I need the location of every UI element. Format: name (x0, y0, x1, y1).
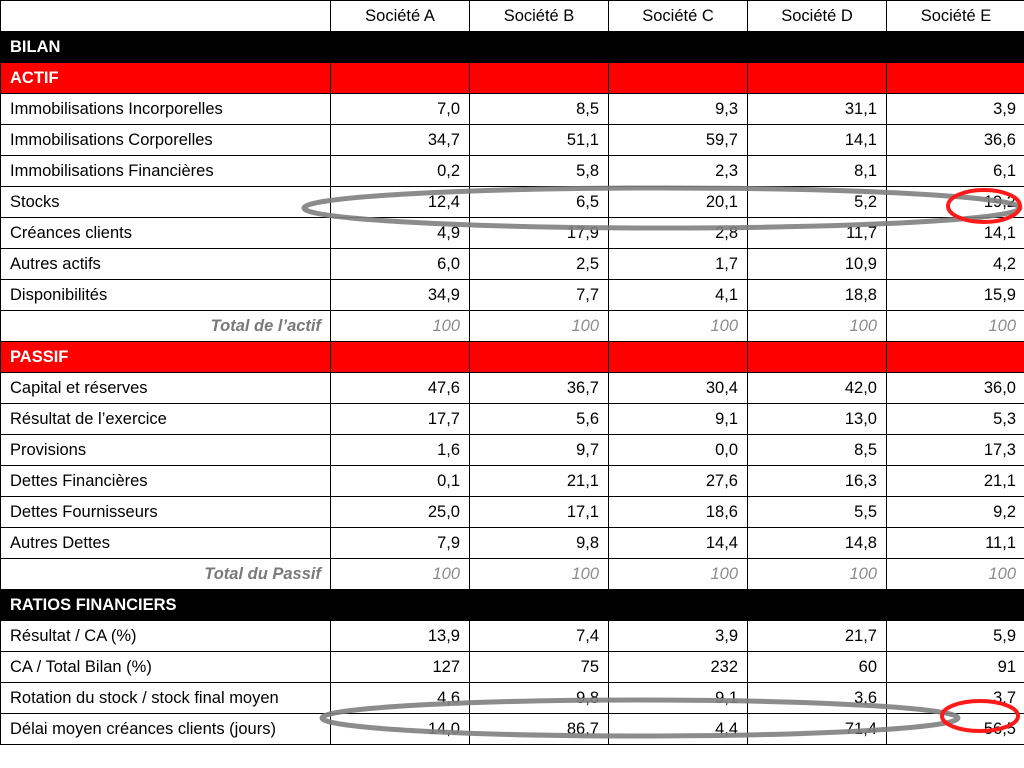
value-cell: 18,6 (609, 497, 748, 528)
total-value: 100 (609, 559, 748, 590)
value-cell: 14,8 (748, 528, 887, 559)
value-cell: 21,1 (470, 466, 609, 497)
value-cell: 17,1 (470, 497, 609, 528)
section-row-passif (1, 342, 1024, 373)
value-cell: 8,5 (470, 94, 609, 125)
value-cell: 9,2 (887, 497, 1024, 528)
table-row (1, 683, 1024, 714)
value-cell: 5,6 (470, 404, 609, 435)
value-cell: 13,0 (748, 404, 887, 435)
value-cell: 60 (748, 652, 887, 683)
row-label: Résultat de l’exercice (1, 404, 331, 435)
value-cell: 232 (609, 652, 748, 683)
section-label: ACTIF (1, 63, 331, 94)
value-cell: 0,1 (331, 466, 470, 497)
value-cell: 2,8 (609, 218, 748, 249)
value-cell: 3,9 (887, 94, 1024, 125)
value-cell: 7,7 (470, 280, 609, 311)
table-row (1, 187, 1024, 218)
section-fill-cell (748, 63, 887, 94)
section-fill-cell (887, 63, 1024, 94)
table-row (1, 497, 1024, 528)
value-cell: 75 (470, 652, 609, 683)
row-label: CA / Total Bilan (%) (1, 652, 331, 683)
value-cell: 7,9 (331, 528, 470, 559)
row-label: Créances clients (1, 218, 331, 249)
section-fill-cell (470, 342, 609, 373)
section-fill-cell (470, 63, 609, 94)
value-cell: 91 (887, 652, 1024, 683)
section-fill-cell (331, 63, 470, 94)
total-row (1, 559, 1024, 590)
value-cell: 8,1 (748, 156, 887, 187)
section-fill-cell (748, 32, 887, 63)
value-cell: 9,1 (609, 404, 748, 435)
value-cell: 14,4 (609, 528, 748, 559)
row-label: Provisions (1, 435, 331, 466)
value-cell: 71,4 (748, 714, 887, 745)
value-cell: 2,3 (609, 156, 748, 187)
total-value: 100 (470, 559, 609, 590)
value-cell: 9,1 (609, 683, 748, 714)
table-row (1, 466, 1024, 497)
total-value: 100 (748, 311, 887, 342)
section-fill-cell (609, 63, 748, 94)
value-cell: 14,0 (331, 714, 470, 745)
table-row (1, 435, 1024, 466)
value-cell: 7,4 (470, 621, 609, 652)
section-fill-cell (609, 32, 748, 63)
total-label: Total du Passif (1, 559, 331, 590)
value-cell: 5,5 (748, 497, 887, 528)
value-cell: 51,1 (470, 125, 609, 156)
value-cell: 8,5 (748, 435, 887, 466)
value-cell: 4,1 (609, 280, 748, 311)
value-cell: 3,6 (748, 683, 887, 714)
value-cell: 4,4 (609, 714, 748, 745)
total-value: 100 (887, 311, 1024, 342)
value-cell: 16,3 (748, 466, 887, 497)
row-label: Disponibilités (1, 280, 331, 311)
table-row (1, 621, 1024, 652)
company-header: Société B (470, 1, 609, 32)
value-cell: 13,9 (331, 621, 470, 652)
value-cell: 5,9 (887, 621, 1024, 652)
value-cell: 5,2 (748, 187, 887, 218)
row-label: Capital et réserves (1, 373, 331, 404)
table-row (1, 714, 1024, 745)
value-cell: 6,5 (470, 187, 609, 218)
value-cell: 3,7 (887, 683, 1024, 714)
value-cell: 21,7 (748, 621, 887, 652)
value-cell: 20,1 (609, 187, 748, 218)
value-cell: 6,0 (331, 249, 470, 280)
value-cell: 9,3 (609, 94, 748, 125)
value-cell: 9,8 (470, 528, 609, 559)
total-value: 100 (887, 559, 1024, 590)
value-cell: 34,7 (331, 125, 470, 156)
section-row-actif (1, 63, 1024, 94)
value-cell: 36,7 (470, 373, 609, 404)
value-cell: 1,7 (609, 249, 748, 280)
section-fill-cell (887, 342, 1024, 373)
total-value: 100 (609, 311, 748, 342)
row-label: Délai moyen créances clients (jours) (1, 714, 331, 745)
section-label: RATIOS FINANCIERS (1, 590, 331, 621)
row-label: Autres Dettes (1, 528, 331, 559)
value-cell: 9,8 (470, 683, 609, 714)
section-label: BILAN (1, 32, 331, 63)
value-cell: 18,8 (748, 280, 887, 311)
section-fill-cell (609, 590, 748, 621)
value-cell: 6,1 (887, 156, 1024, 187)
table-row (1, 218, 1024, 249)
value-cell: 14,1 (887, 218, 1024, 249)
value-cell: 11,1 (887, 528, 1024, 559)
value-cell: 59,7 (609, 125, 748, 156)
value-cell: 21,1 (887, 466, 1024, 497)
section-fill-cell (887, 32, 1024, 63)
section-fill-cell (331, 342, 470, 373)
value-cell: 36,0 (887, 373, 1024, 404)
row-label: Immobilisations Financières (1, 156, 331, 187)
total-label: Total de l’actif (1, 311, 331, 342)
table-row (1, 249, 1024, 280)
value-cell: 36,6 (887, 125, 1024, 156)
row-label: Rotation du stock / stock final moyen (1, 683, 331, 714)
value-cell: 27,6 (609, 466, 748, 497)
value-cell: 14,1 (748, 125, 887, 156)
corner-cell (1, 1, 331, 32)
table-row (1, 125, 1024, 156)
value-cell: 17,3 (887, 435, 1024, 466)
table-row (1, 280, 1024, 311)
value-cell: 17,9 (470, 218, 609, 249)
value-cell: 42,0 (748, 373, 887, 404)
row-label: Immobilisations Incorporelles (1, 94, 331, 125)
value-cell: 4,6 (331, 683, 470, 714)
total-value: 100 (470, 311, 609, 342)
value-cell: 34,9 (331, 280, 470, 311)
section-fill-cell (331, 32, 470, 63)
value-cell: 56,5 (887, 714, 1024, 745)
section-fill-cell (748, 590, 887, 621)
value-cell: 0,2 (331, 156, 470, 187)
value-cell: 1,6 (331, 435, 470, 466)
company-header: Société A (331, 1, 470, 32)
total-row (1, 311, 1024, 342)
section-fill-cell (470, 32, 609, 63)
value-cell: 7,0 (331, 94, 470, 125)
value-cell: 15,9 (887, 280, 1024, 311)
row-label: Stocks (1, 187, 331, 218)
section-fill-cell (331, 590, 470, 621)
table-row (1, 652, 1024, 683)
company-header: Société E (887, 1, 1024, 32)
section-row-ratios (1, 590, 1024, 621)
value-cell: 0,0 (609, 435, 748, 466)
value-cell: 17,7 (331, 404, 470, 435)
value-cell: 30,4 (609, 373, 748, 404)
total-value: 100 (748, 559, 887, 590)
value-cell: 9,7 (470, 435, 609, 466)
value-cell: 3,9 (609, 621, 748, 652)
value-cell: 4,9 (331, 218, 470, 249)
table-row (1, 156, 1024, 187)
header-row (1, 1, 1024, 32)
value-cell: 31,1 (748, 94, 887, 125)
company-header: Société D (748, 1, 887, 32)
section-fill-cell (609, 342, 748, 373)
table-row (1, 528, 1024, 559)
table-row (1, 404, 1024, 435)
value-cell: 86,7 (470, 714, 609, 745)
value-cell: 2,5 (470, 249, 609, 280)
value-cell: 25,0 (331, 497, 470, 528)
table-row (1, 94, 1024, 125)
total-value: 100 (331, 311, 470, 342)
row-label: Dettes Fournisseurs (1, 497, 331, 528)
total-value: 100 (331, 559, 470, 590)
value-cell: 19,2 (887, 187, 1024, 218)
row-label: Immobilisations Corporelles (1, 125, 331, 156)
value-cell: 5,3 (887, 404, 1024, 435)
value-cell: 4,2 (887, 249, 1024, 280)
company-header: Société C (609, 1, 748, 32)
value-cell: 5,8 (470, 156, 609, 187)
section-row-bilan (1, 32, 1024, 63)
value-cell: 12,4 (331, 187, 470, 218)
section-fill-cell (748, 342, 887, 373)
value-cell: 47,6 (331, 373, 470, 404)
section-fill-cell (887, 590, 1024, 621)
section-label: PASSIF (1, 342, 331, 373)
value-cell: 10,9 (748, 249, 887, 280)
value-cell: 11,7 (748, 218, 887, 249)
row-label: Autres actifs (1, 249, 331, 280)
row-label: Dettes Financières (1, 466, 331, 497)
value-cell: 127 (331, 652, 470, 683)
row-label: Résultat / CA (%) (1, 621, 331, 652)
table-row (1, 373, 1024, 404)
section-fill-cell (470, 590, 609, 621)
